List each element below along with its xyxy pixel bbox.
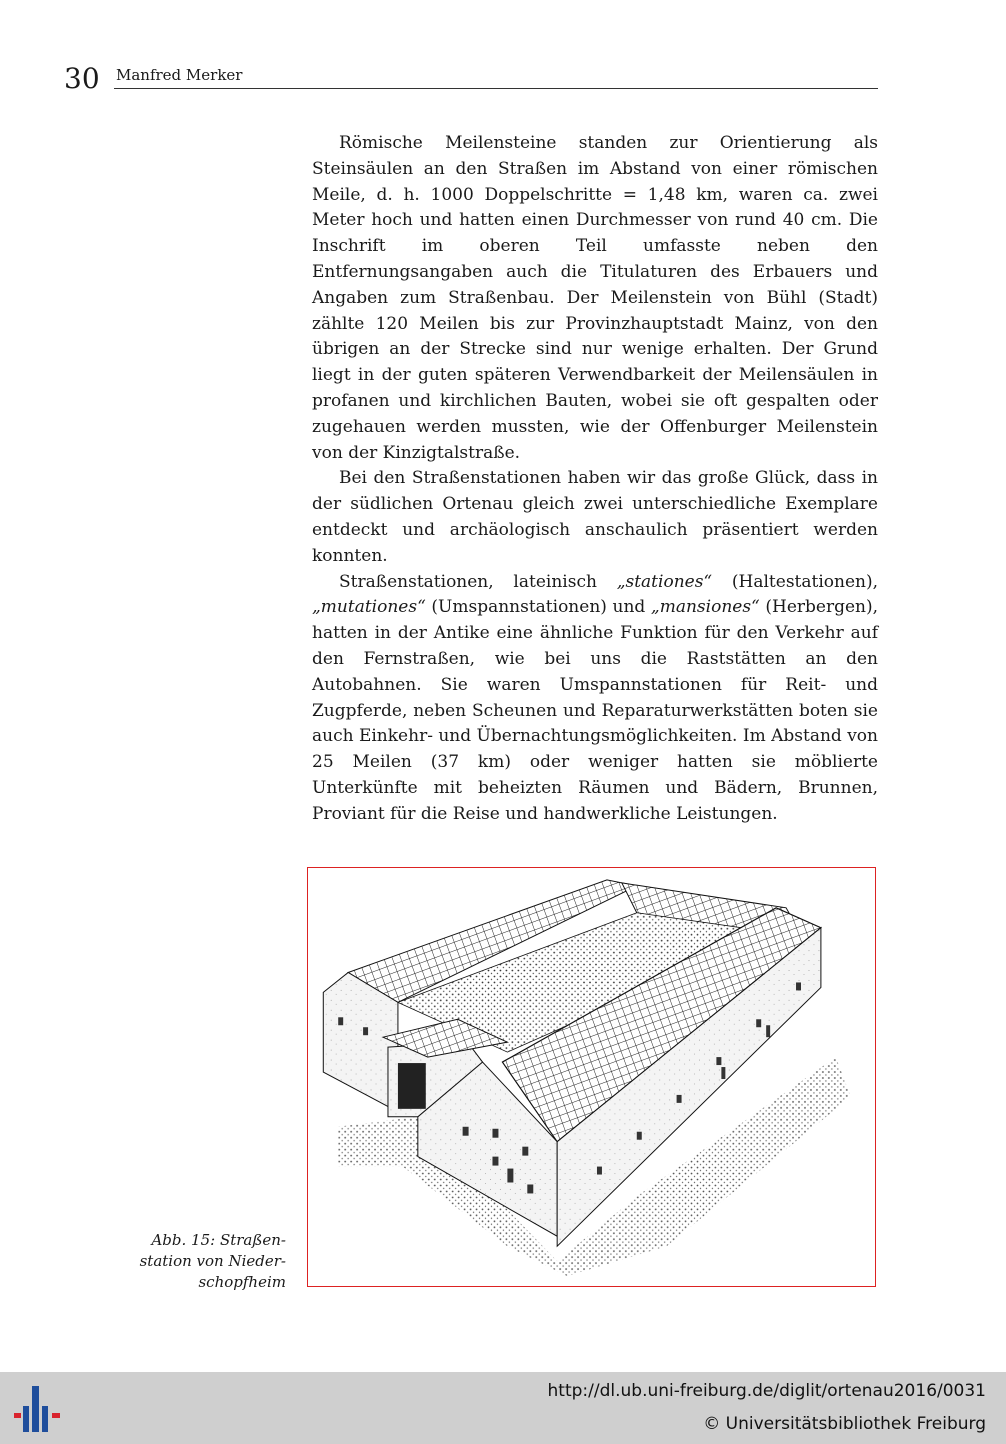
p3-text-2: (Haltestationen),: [712, 571, 879, 592]
caption-line: schopfheim: [198, 1273, 286, 1291]
p3-text-3: (Umspannstationen) und: [425, 597, 651, 618]
gate-opening: [398, 1063, 426, 1109]
figure-caption: [120, 1230, 286, 1293]
caption-line: Abb. 15: Straßen-: [151, 1231, 286, 1249]
paragraph-milestones: Römische Meilensteine standen zur Orientierung als Steinsäulen an den Straßen im Abstand von einer römischen Meile, d. h. 1000 Doppelschritte = 1,48 km, waren ca. zwei Meter hoch und hatten einen Durchmesser von rund 40 cm. Die Inschrift im oberen Teil umfasste neben den Entfernungsangaben auch die Titulaturen des Erbauers und Angaben zum Straßenbau. Der Meilenstein von Bühl (Stadt) zählte 120 Meilen bis zur Provinzhauptstadt Mainz, von den übrigen an der Strecke sind nur wenige erhalten. Der Grund liegt in der guten späteren Verwendbarkeit der Meilensäulen in profanen und kirchlichen Bauten, wobei sie oft gespalten oder zugehauen werden mussten, wie der Offenburger Meilenstein von der Kinzigtalstraße.: [312, 133, 878, 463]
footer-copyright: © Universitätsbibliothek Freiburg: [703, 1414, 986, 1434]
running-head-author: Manfred Merker: [116, 66, 243, 84]
road-station-drawing: [308, 868, 875, 1286]
header-rule: [114, 88, 878, 89]
figure-road-station-illustration: [307, 867, 876, 1287]
p3-text-1: Straßenstationen, lateinisch: [339, 571, 617, 592]
page-number: 30: [64, 62, 100, 95]
term-mutationes: „mutationes“: [312, 597, 426, 618]
footer-url-link[interactable]: http://dl.ub.uni-freiburg.de/diglit/ortenau2016/0031: [547, 1381, 986, 1401]
article-body: [312, 131, 878, 828]
p3-text-4: (Herbergen), hatten in der Antike eine ähnliche Funktion für den Verkehr auf den Fernstraßen, wie bei uns die Raststätten an den Autobahnen. Sie waren Umspannstationen für Reit- und Zugpferde, neben Scheunen und Reparaturwerkstätten boten sie auch Einkehr- und Übernachtungsmöglichkeiten. Im Abstand von 25 Meilen (37 km) oder weniger hatten sie möblierte Unterkünfte mit beheizten Räumen und Bädern, Brunnen, Proviant für die Reise und handwerkliche Leistungen.: [312, 597, 879, 824]
paragraph-station-types: [312, 570, 878, 828]
footer-bar: [0, 1372, 1006, 1444]
term-stationes: „stationes“: [616, 571, 713, 592]
term-mansiones: „mansiones“: [650, 597, 760, 618]
paragraph-road-stations: Bei den Straßenstationen haben wir das große Glück, dass in der südlichen Ortenau gleich zwei unterschiedliche Exemplare entdeckt und archäologisch anschaulich präsentiert werden konnten.: [312, 468, 878, 566]
caption-line: station von Nieder-: [139, 1252, 286, 1270]
ub-freiburg-logo-icon: [12, 1382, 64, 1436]
